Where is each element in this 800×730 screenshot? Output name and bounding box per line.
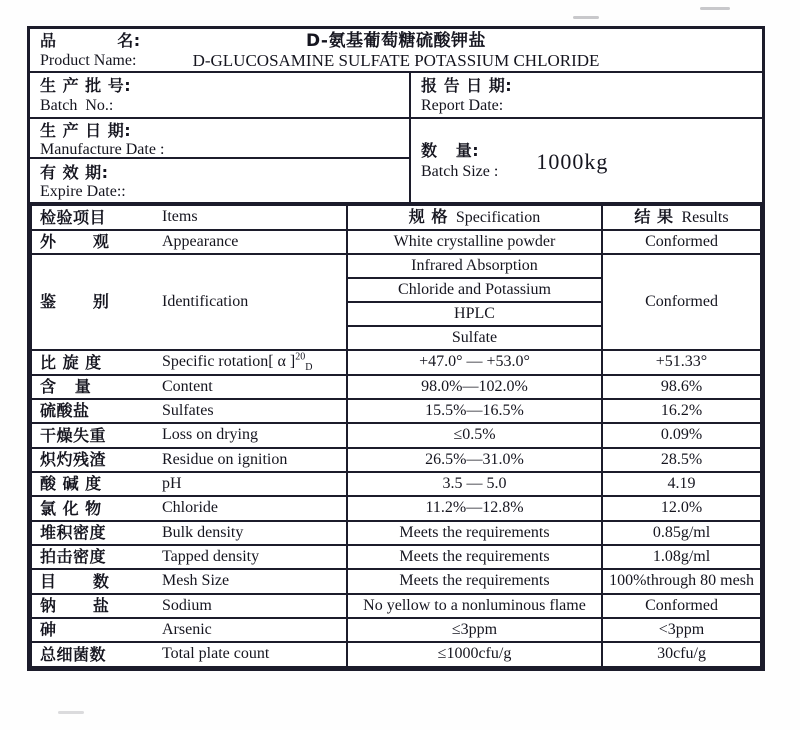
manufacture-date-cell: [30, 119, 409, 159]
result-value: 0.09%: [602, 423, 761, 447]
table-row-arsenic: [31, 618, 761, 642]
result-value: 12.0%: [602, 496, 761, 520]
spec-value: Meets the requirements: [347, 569, 602, 593]
results-column-header: 结 果 Results: [602, 205, 761, 230]
report-date-label-en: Report Date:: [421, 97, 504, 114]
spec-value: Sulfate: [347, 326, 602, 350]
expire-date-cell: [30, 159, 409, 202]
table-row-content: [31, 375, 761, 399]
table-row-residue-on-ignition: [31, 448, 761, 472]
table-row-ph: [31, 472, 761, 496]
scan-artifact: [573, 16, 599, 19]
specification-column-header: 规 格 Specification: [347, 205, 602, 230]
batch-no-label-en: Batch No.:: [40, 97, 114, 114]
item-name-en: Bulk density: [162, 523, 244, 541]
item-name-en: Residue on ignition: [162, 450, 288, 468]
result-value: 16.2%: [602, 399, 761, 423]
items-header-en: Items: [162, 208, 198, 226]
product-name-label-en: Product Name:: [40, 52, 137, 69]
spec-value: Meets the requirements: [347, 521, 602, 545]
item-name-en: Arsenic: [162, 620, 212, 638]
items-header-cn: 检验项目: [40, 207, 107, 227]
spec-value: 3.5 — 5.0: [347, 472, 602, 496]
spec-value: 26.5%—31.0%: [347, 448, 602, 472]
result-value: 30cfu/g: [602, 642, 761, 666]
manufacture-date-label-cn: 生 产 日 期:: [40, 121, 132, 140]
manufacture-date-label-en: Manufacture Date :: [40, 141, 165, 158]
batch-no-cell: [30, 73, 411, 117]
batch-report-block: [30, 73, 762, 119]
dates-batchsize-block: [30, 119, 762, 204]
table-row-chloride: [31, 496, 761, 520]
result-value: 0.85g/ml: [602, 521, 761, 545]
item-name-en: Appearance: [162, 233, 239, 250]
item-name-en: Identification: [162, 293, 249, 311]
result-value: 4.19: [602, 472, 761, 496]
item-name-en: Sodium: [162, 596, 212, 614]
spec-value: 11.2%—12.8%: [347, 496, 602, 520]
table-row-specific-rotation: [31, 350, 761, 374]
table-row-tapped-density: [31, 545, 761, 569]
item-name-en: Chloride: [162, 499, 218, 517]
result-value: 98.6%: [602, 375, 761, 399]
item-name-cn: 干燥失重: [40, 425, 107, 445]
item-name-en: pH: [162, 474, 182, 492]
spec-value: ≤1000cfu/g: [347, 642, 602, 666]
table-row-mesh-size: [31, 569, 761, 593]
spec-value: ≤3ppm: [347, 618, 602, 642]
table-row-bulk-density: [31, 521, 761, 545]
item-name-cn: 含 量: [40, 376, 92, 396]
item-name-en: Tapped density: [162, 547, 260, 565]
scan-artifact: [58, 711, 84, 714]
batch-size-value: 1000kg: [536, 148, 609, 174]
batch-no-label-cn: 生 产 批 号:: [40, 76, 132, 95]
product-name-label-cn: 品 名:: [40, 31, 141, 50]
item-name-cn: 比 旋 度: [40, 352, 102, 372]
spec-value: Chloride and Potassium: [347, 278, 602, 302]
item-name-en: Loss on drying: [162, 426, 258, 444]
test-results-table: [30, 204, 762, 668]
result-value: 100%through 80 mesh: [602, 569, 761, 593]
spec-value: Infrared Absorption: [347, 254, 602, 278]
product-name-cn: D-氨基葡萄糖硫酸钾盐: [306, 31, 486, 51]
expire-date-label-cn: 有 效 期:: [40, 163, 109, 182]
items-column-header: [31, 205, 347, 230]
item-name-cn: 钠 盐: [40, 595, 110, 615]
spec-value: +47.0° — +53.0°: [347, 350, 602, 374]
result-value: +51.33°: [602, 350, 761, 374]
item-name-cn: 炽灼残渣: [40, 449, 107, 469]
scan-artifact: [700, 7, 730, 10]
item-name-cn: 氯 化 物: [40, 498, 102, 518]
table-row-appearance: [31, 230, 761, 254]
item-name-cn: 酸 碱 度: [40, 474, 102, 494]
item-name-en: Specific rotation[ α ]$^{20}_D$: [162, 352, 313, 374]
spec-value: White crystalline powder: [347, 230, 602, 254]
result-value: Conformed: [602, 230, 761, 254]
batch-size-cell: [411, 119, 762, 202]
item-name-cn: 鉴 别: [40, 292, 110, 312]
result-value: Conformed: [602, 594, 761, 618]
item-name-cn: 目 数: [40, 571, 110, 591]
table-row-total-plate-count: [31, 642, 761, 666]
spec-value: 15.5%—16.5%: [347, 399, 602, 423]
table-row-identification: [31, 254, 761, 278]
spec-value: 98.0%—102.0%: [347, 375, 602, 399]
item-name-en: Mesh Size: [162, 572, 230, 590]
item-name-cn: 砷: [40, 620, 57, 640]
table-header-row: [31, 205, 761, 230]
result-value: <3ppm: [602, 618, 761, 642]
dates-column: [30, 119, 411, 202]
spec-value: HPLC: [347, 302, 602, 326]
product-name-en: D-GLUCOSAMINE SULFATE POTASSIUM CHLORIDE: [192, 51, 600, 70]
result-value: Conformed: [602, 254, 761, 350]
item-name-cn: 拍击密度: [40, 547, 107, 567]
result-value: 1.08g/ml: [602, 545, 761, 569]
item-name-cn: 硫酸盐: [40, 401, 90, 421]
result-value: 28.5%: [602, 448, 761, 472]
item-name-cn: 外 观: [40, 232, 110, 252]
report-date-cell: [411, 73, 762, 117]
spec-value: ≤0.5%: [347, 423, 602, 447]
item-name-en: Content: [162, 377, 213, 395]
item-name-cn: 堆积密度: [40, 522, 107, 542]
item-name-cn: 总细菌数: [40, 644, 107, 664]
product-name-block: [30, 29, 762, 73]
batch-size-label-cn: 数 量:: [421, 140, 480, 160]
report-date-label-cn: 报 告 日 期:: [421, 76, 513, 95]
batch-size-label-en: Batch Size :: [421, 162, 499, 180]
item-name-en: Total plate count: [162, 645, 270, 663]
spec-value: No yellow to a nonluminous flame: [347, 594, 602, 618]
table-row-sulfates: [31, 399, 761, 423]
expire-date-label-en: Expire Date::: [40, 183, 126, 200]
certificate-of-analysis-table: [27, 26, 765, 671]
table-row-loss-on-drying: [31, 423, 761, 447]
item-name-en: Sulfates: [162, 401, 214, 419]
spec-value: Meets the requirements: [347, 545, 602, 569]
table-row-sodium: [31, 594, 761, 618]
